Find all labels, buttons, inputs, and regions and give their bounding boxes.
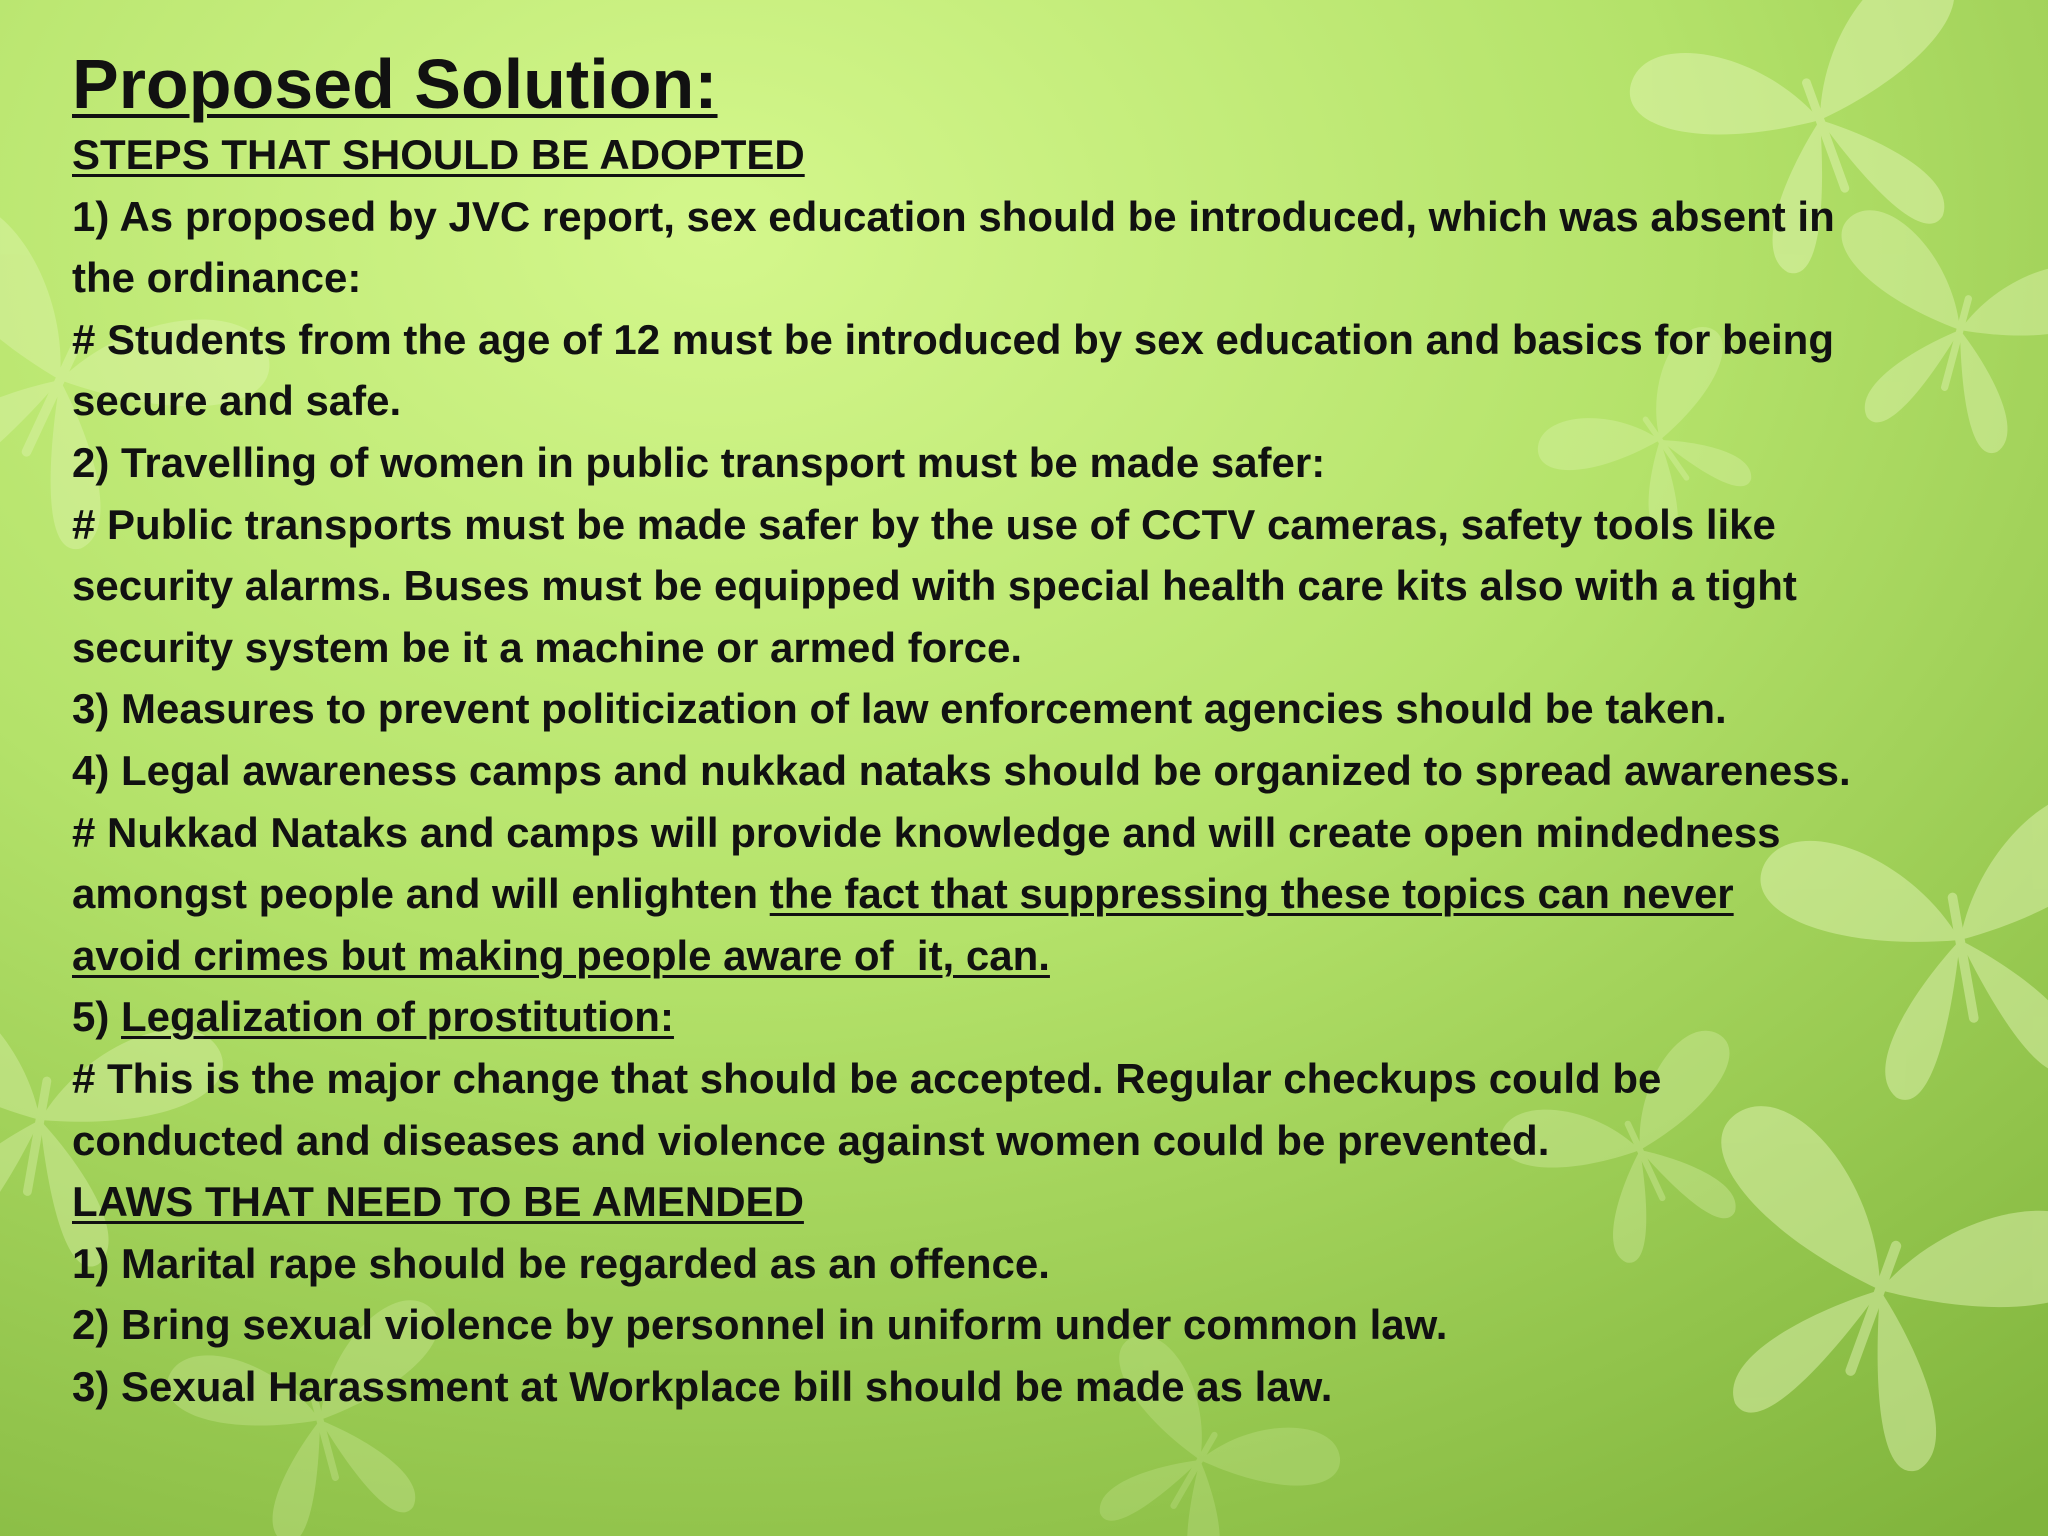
step-2-note-line-2: security alarms. Buses must be equipped with special health care kits also with a tight bbox=[72, 562, 1797, 610]
step-5 bbox=[72, 986, 2032, 1048]
slide-content bbox=[72, 44, 2032, 1417]
step-5-prefix: 5) bbox=[72, 993, 122, 1041]
step-5-note-line-1: # This is the major change that should be accepted. Regular checkups could be bbox=[72, 1054, 1662, 1102]
laws-heading: LAWS THAT NEED TO BE AMENDED bbox=[72, 1178, 804, 1226]
step-2: 2) Travelling of women in public transport must be made safer: bbox=[72, 438, 1326, 486]
step-4-note-line-2 bbox=[72, 863, 2032, 925]
step-4-note-line-1: # Nukkad Nataks and camps will provide knowledge and will create open mindedness bbox=[72, 808, 1781, 856]
step-1-note-line-1: # Students from the age of 12 must be introduced by sex education and basics for being bbox=[72, 315, 1834, 363]
law-1: 1) Marital rape should be regarded as an offence. bbox=[72, 1239, 1050, 1287]
step-5-underlined: Legalization of prostitution: bbox=[121, 993, 674, 1041]
step-3: 3) Measures to prevent politicization of law enforcement agencies should be taken. bbox=[72, 685, 1727, 733]
step-5-note-line-2: conducted and diseases and violence against women could be prevented. bbox=[72, 1116, 1550, 1164]
step-4-note-line-2-plain: amongst people and will enlighten bbox=[72, 870, 770, 918]
law-2: 2) Bring sexual violence by personnel in uniform under common law. bbox=[72, 1301, 1448, 1349]
step-4-note-line-3-underlined: avoid crimes but making people aware of it, can. bbox=[72, 931, 1050, 979]
step-4-note-line-2-underlined: the fact that suppressing these topics can never bbox=[769, 870, 1734, 918]
law-3: 3) Sexual Harassment at Workplace bill should be made as law. bbox=[72, 1362, 1333, 1410]
step-4-note-line-3 bbox=[72, 925, 2032, 987]
step-1-note-line-2: secure and safe. bbox=[72, 377, 402, 425]
steps-heading: STEPS THAT SHOULD BE ADOPTED bbox=[72, 131, 805, 178]
step-1-line-2: the ordinance: bbox=[72, 254, 362, 302]
step-1-line-1: 1) As proposed by JVC report, sex education should be introduced, which was absent in bbox=[72, 192, 1835, 240]
slide-title: Proposed Solution: bbox=[72, 45, 718, 123]
step-4: 4) Legal awareness camps and nukkad nataks should be organized to spread awareness. bbox=[72, 746, 1851, 794]
step-2-note-line-3: security system be it a machine or armed force. bbox=[72, 623, 1023, 671]
step-2-note-line-1: # Public transports must be made safer by the use of CCTV cameras, safety tools like bbox=[72, 500, 1776, 548]
